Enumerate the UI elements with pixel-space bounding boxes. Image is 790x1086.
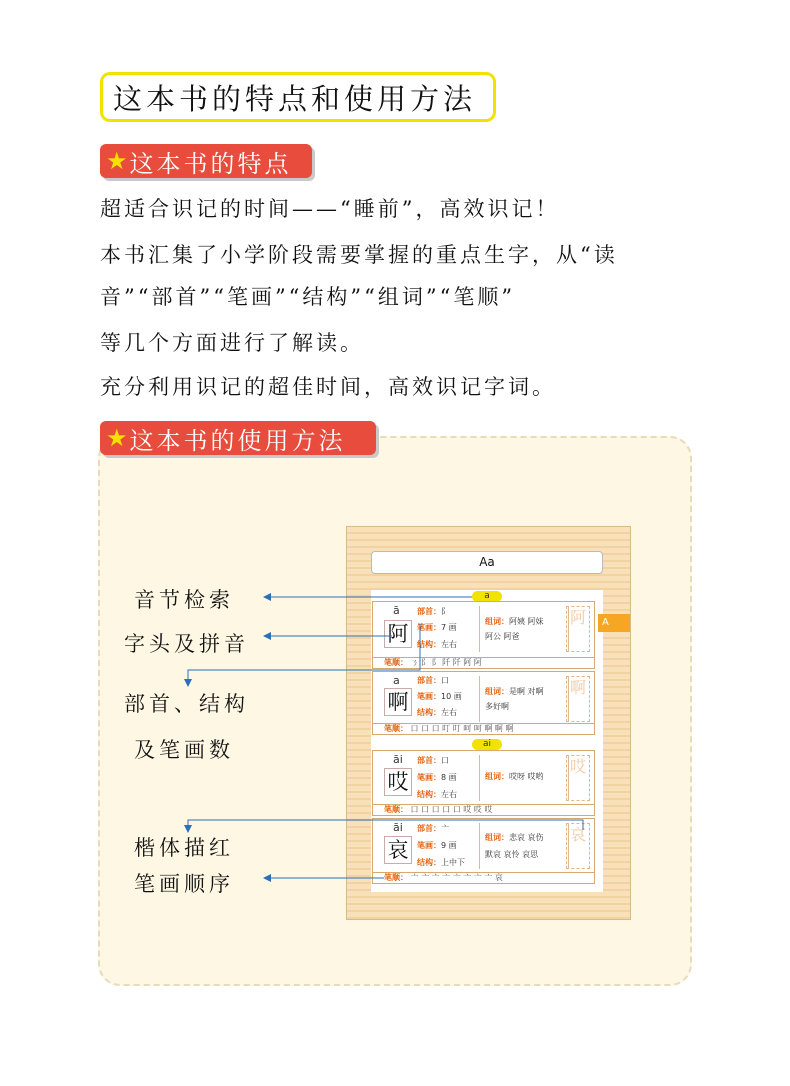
tracing-char: 哀 [566, 823, 590, 869]
star-icon: ★ [106, 147, 128, 175]
entry-words: 组词：哎呀 哎哟 [485, 772, 544, 781]
section-usage-label: 这本书的使用方法 [129, 426, 346, 455]
label-stroke-order: 笔画顺序 [134, 872, 234, 896]
side-tab: A [598, 614, 630, 632]
arrow-radical-structure [188, 624, 420, 686]
entry-strokes: 笔画：10 画 [417, 692, 462, 701]
entry-stroke-order: 笔顺： 口 口 口 口 口 哎 哎 哎 [373, 804, 594, 815]
entry-char: 啊 [384, 688, 412, 716]
entry-radical: 部首：口 [417, 676, 449, 685]
entry-char: 哎 [384, 768, 412, 796]
page-title: 这本书的特点和使用方法 [100, 72, 496, 122]
entry-pinyin: a [393, 674, 400, 687]
entry-structure: 结构：左右 [417, 790, 457, 799]
entry-structure: 结构：左右 [417, 640, 457, 649]
label-stroke-count: 及笔画数 [134, 738, 234, 762]
paragraph-2: 本书汇集了小学阶段需要掌握的重点生字，从“读 [100, 243, 618, 267]
entry-words: 组词：悲哀 哀伤 [485, 833, 544, 842]
entry-radical: 部首：阝 [417, 607, 449, 616]
paragraph-1: 超适合识记的时间——“睡前”，高效识记！ [100, 197, 560, 221]
syllable-pill-ai: ai [472, 739, 502, 750]
tracing-char: 啊 [566, 676, 590, 722]
arrow-kaishu-trace [188, 820, 583, 832]
label-radical-structure: 部首、结构 [124, 692, 249, 716]
tracing-char: 哎 [566, 755, 590, 801]
entry-radical: 部首：亠 [417, 824, 449, 833]
label-kaishu-trace: 楷体描红 [134, 836, 234, 860]
label-char-pinyin: 字头及拼音 [124, 632, 249, 656]
entry-words-2: 阿公 阿爸 [485, 632, 520, 641]
entry-structure: 结构：左右 [417, 708, 457, 717]
section-features-label: 这本书的特点 [129, 149, 292, 178]
entry-strokes: 笔画：7 画 [417, 623, 457, 632]
entry-strokes: 笔画：8 画 [417, 773, 457, 782]
paragraph-5: 充分利用识记的超佳时间，高效识记字词。 [100, 375, 556, 399]
entry-words: 组词：是啊 对啊 [485, 687, 544, 696]
entry-stroke-order: 笔顺： ㄋ 阝 阝 阡 阡 阿 阿 [373, 657, 594, 668]
entry-pinyin: āi [393, 753, 403, 766]
entry-structure: 结构：上中下 [417, 858, 465, 867]
label-syllable-index: 音节检索 [134, 588, 234, 612]
paragraph-4: 等几个方面进行了解读。 [100, 331, 364, 355]
entry-strokes: 笔画：9 画 [417, 841, 457, 850]
entry-words: 组词：阿姨 阿妹 [485, 617, 544, 626]
entry-words-2: 多好啊 [485, 702, 509, 711]
entry-words-2: 默哀 哀怜 哀思 [485, 850, 539, 859]
entry-char: 哀 [384, 836, 412, 864]
entry-pinyin: āi [393, 821, 403, 834]
index-header: Aa [371, 551, 603, 574]
entry-pinyin: ā [393, 604, 400, 617]
syllable-pill-a: a [472, 591, 502, 602]
tracing-char: 阿 [566, 606, 590, 652]
entry-stroke-order: 笔顺： 口 口 口 叮 叮 呵 呵 啊 啊 啊 [373, 723, 594, 734]
star-icon: ★ [106, 424, 128, 452]
entry-stroke-order: 笔顺： 亠 亠 亠 亠 亠 亠 亠 亠 哀 [373, 872, 594, 883]
paragraph-3: 音”“部首”“笔画”“结构”“组词”“笔顺” [100, 285, 516, 309]
entry-char: 阿 [384, 620, 412, 648]
entry-radical: 部首：口 [417, 756, 449, 765]
